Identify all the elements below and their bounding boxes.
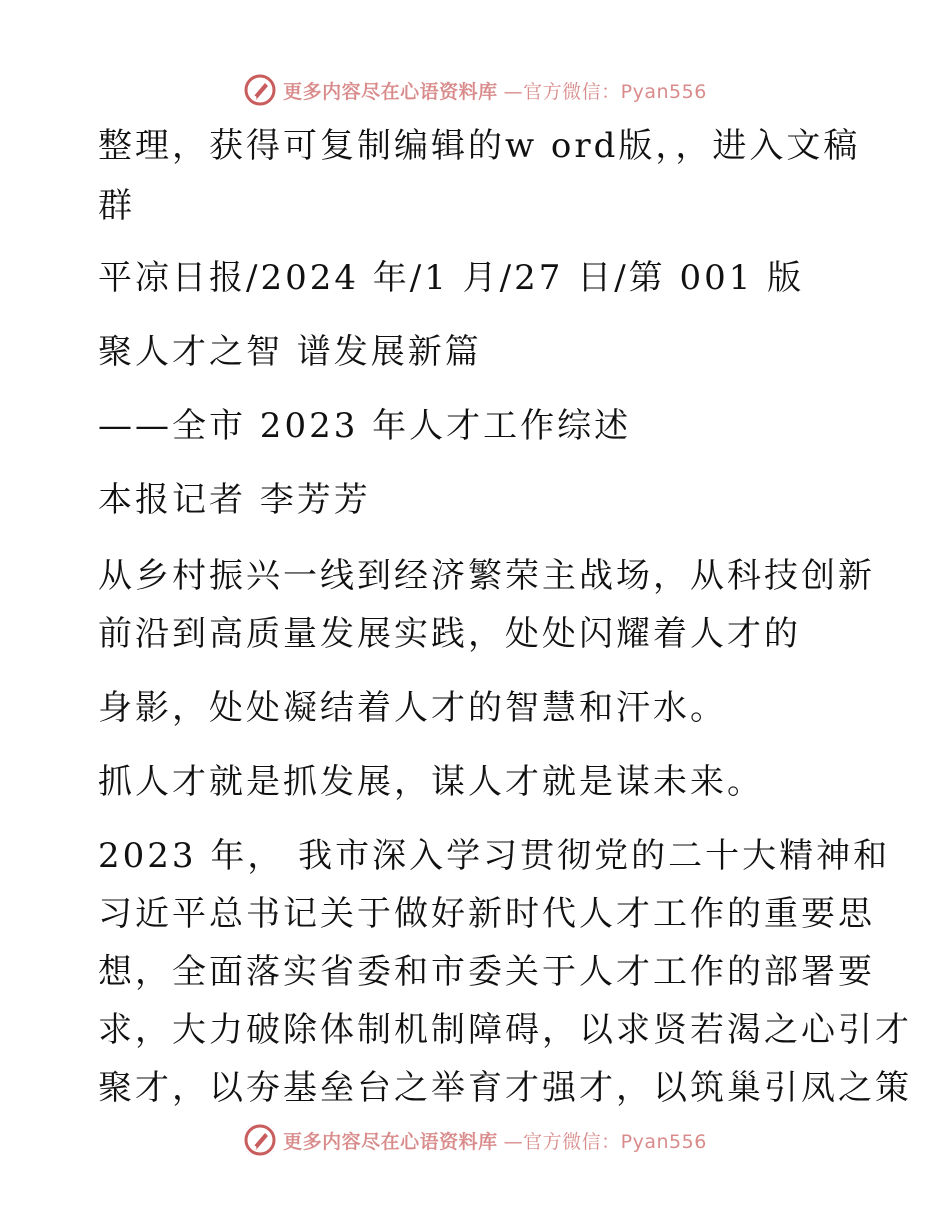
text-line: 聚才，以夯基垒台之举育才强才，以筑巢引凤之策 bbox=[98, 1068, 912, 1108]
text-line: 想，全面落实省委和市委关于人才工作的部署要 bbox=[98, 952, 875, 992]
header-watermark bbox=[0, 70, 950, 110]
text-line: 习近平总书记关于做好新时代人才工作的重要思 bbox=[98, 894, 875, 934]
text-line: 2023 年， 我市深入学习贯彻党的二十大精神和 bbox=[98, 836, 891, 876]
text-line: 求，大力破除体制机制障碍，以求贤若渴之心引才 bbox=[98, 1010, 912, 1050]
watermark-main-text: 更多内容尽在心语资料库 bbox=[283, 80, 498, 103]
text-line: 从乡村振兴一线到经济繁荣主战场，从科技创新 bbox=[98, 556, 875, 596]
article-byline: 本报记者 李芳芳 bbox=[98, 480, 371, 520]
article-subtitle: ——全市 2023 年人才工作综述 bbox=[98, 406, 632, 446]
text-line: 群 bbox=[98, 186, 135, 226]
text-line: 前沿到高质量发展实践，处处闪耀着人才的 bbox=[98, 614, 801, 654]
text-line: 整理，获得可复制编辑的w ord版，，进入文稿 bbox=[98, 126, 861, 166]
watermark-sub-text: —官方微信：Pyan556 bbox=[503, 1130, 707, 1153]
watermark-sub-text: —官方微信：Pyan556 bbox=[503, 80, 707, 103]
watermark-main-text: 更多内容尽在心语资料库 bbox=[283, 1130, 498, 1153]
footer-watermark bbox=[0, 1120, 950, 1160]
pen-seal-icon bbox=[243, 1123, 277, 1157]
article-title: 聚人才之智 谱发展新篇 bbox=[98, 332, 482, 372]
publication-info: 平凉日报/2024 年/1 月/27 日/第 001 版 bbox=[98, 258, 805, 298]
text-line: 抓人才就是抓发展，谋人才就是谋未来。 bbox=[98, 762, 764, 802]
pen-seal-icon bbox=[243, 73, 277, 107]
text-line: 身影，处处凝结着人才的智慧和汗水。 bbox=[98, 688, 727, 728]
